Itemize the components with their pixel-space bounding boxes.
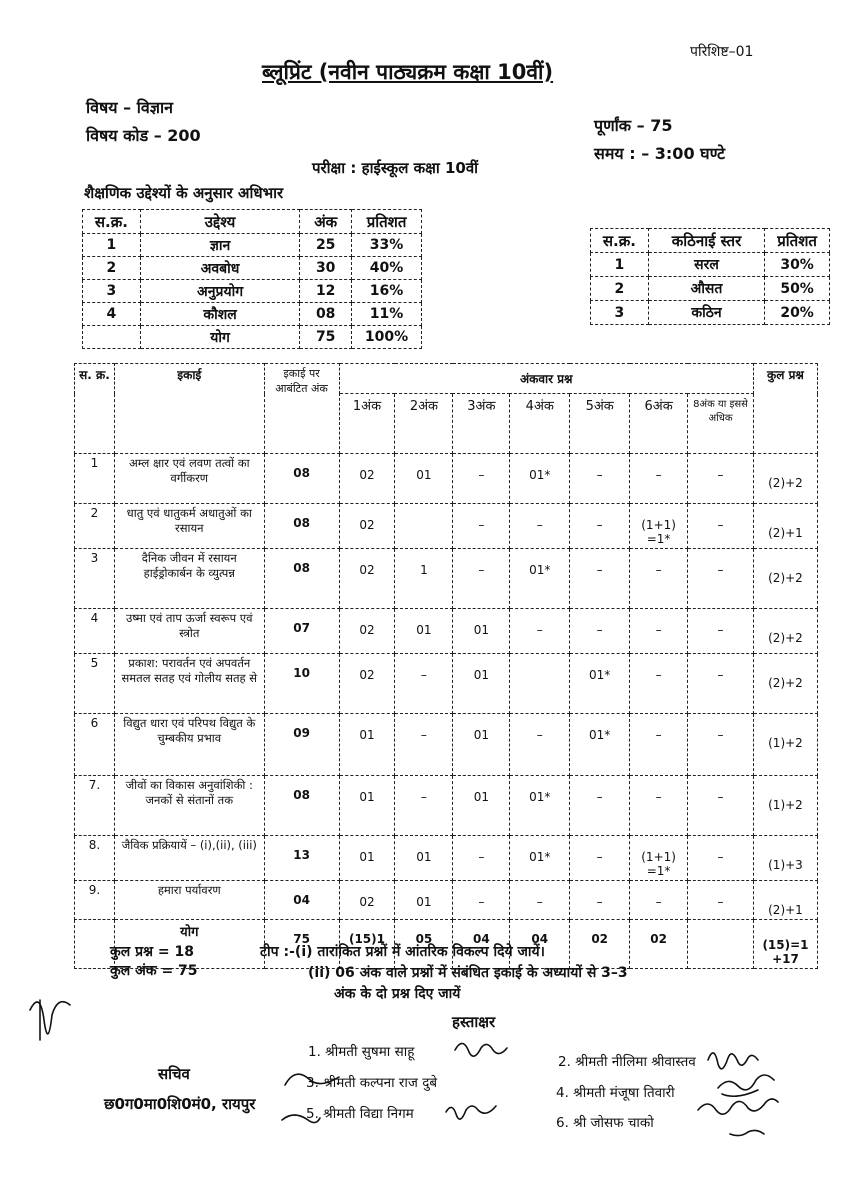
marks-cell-6: (1+1) =1* [630,504,688,549]
header-unit: इकाई [114,364,264,454]
marks-cell-5: – [570,504,630,549]
marks-cell-6: – [630,609,688,654]
marks-cell-1: 01 [339,714,395,776]
unit-sno: 3 [75,549,115,609]
marks-cell-6: – [630,454,688,504]
unit-total-questions: (2)+2 [753,549,817,609]
signatory-1: 1. श्रीमती सुषमा साहू [308,1044,415,1060]
unit-total-questions: (2)+1 [753,881,817,920]
marks-cell-2: 01 [395,881,453,920]
marks-cell-3: – [453,454,510,504]
unit-name: धातु एवं धातुकर्म अधातुओं का रसायन [114,504,264,549]
marks-cell-3: – [453,504,510,549]
marks-cell-3: – [453,836,510,881]
objectives-cell: 25 [300,234,352,257]
annex-label: परिशिष्ट–01 [690,44,754,60]
marks-cell-5: 01* [570,654,630,714]
marks-cell-3: – [453,881,510,920]
header-total-questions: कुल प्रश्न [753,364,817,454]
note-1: टीप :-(i) तारांकित प्रश्नों में आंतरिक विकल्प दिये जायें। [260,944,545,960]
objectives-header: स.क्र. [83,210,141,234]
difficulty-cell: सरल [648,253,764,277]
marks-cell-3: 01 [453,654,510,714]
marks-cell-1: 02 [339,881,395,920]
marks-cell-1: 02 [339,504,395,549]
objectives-cell: 100% [352,326,422,349]
subject-label: विषय – विज्ञान [86,98,174,117]
signatures-heading: हस्ताक्षर [452,1013,496,1031]
unit-sno: 2 [75,504,115,549]
unit-allocated-marks: 04 [264,881,339,920]
unit-allocated-marks: 09 [264,714,339,776]
objectives-cell: 2 [83,257,141,280]
marks-cell-6: – [630,776,688,836]
objectives-header: अंक [300,210,352,234]
marks-cell-7: – [688,454,754,504]
marks-cell-1: 02 [339,549,395,609]
signatory-4: 4. श्रीमती मंजूषा तिवारी [556,1085,675,1101]
marks-cell-2: 01 [395,836,453,881]
objectives-cell: 16% [352,280,422,303]
unit-allocated-marks: 10 [264,654,339,714]
objectives-header: प्रतिशत [352,210,422,234]
marks-cell-4: 01* [510,776,570,836]
marks-cell-5: – [570,609,630,654]
marks-cell-1: 01 [339,836,395,881]
total-marks-4: 04 [510,920,570,969]
marks-cell-4: 01* [510,454,570,504]
difficulty-cell: 50% [765,277,830,301]
marks-cell-3: 01 [453,714,510,776]
unit-sno: 8. [75,836,115,881]
header-marks-1: 1अंक [339,394,395,454]
objectives-cell: कौशल [140,303,299,326]
unit-total-questions: (1)+2 [753,714,817,776]
header-marks-6: 6अंक [630,394,688,454]
unit-allocated-marks: 13 [264,836,339,881]
marks-cell-3: 01 [453,609,510,654]
unit-allocated-marks: 08 [264,454,339,504]
signatory-6: 6. श्री जोसफ चाको [556,1115,654,1131]
objectives-cell: अवबोध [140,257,299,280]
marks-cell-6: – [630,881,688,920]
marks-cell-4: – [510,881,570,920]
header-marks-7: 8अंक या इससे अधिक [688,394,754,454]
subject-code-label: विषय कोड – 200 [86,126,201,145]
difficulty-header: स.क्र. [591,229,649,253]
marks-cell-7: – [688,549,754,609]
marks-cell-5: – [570,776,630,836]
unit-total-questions: (1)+2 [753,776,817,836]
objectives-cell: 3 [83,280,141,303]
total-questions-summary: कुल प्रश्न = 18 [110,944,194,960]
objectives-cell: अनुप्रयोग [140,280,299,303]
marks-cell-5: 01* [570,714,630,776]
total-marks-1: (15)1 [339,920,395,969]
note-3: अंक के दो प्रश्न दिए जायें [334,986,461,1002]
secretary-org: छ0ग0मा0शि0मं0, रायपुर [104,1095,256,1113]
unit-name: विद्युत धारा एवं परिपथ विद्युत के चुम्बकीय प्रभाव [114,714,264,776]
page-title: ब्लूप्रिंट (नवीन पाठ्यक्रम कक्षा 10वीं) [262,60,554,84]
marks-cell-4: – [510,714,570,776]
total-marks-6: 02 [630,920,688,969]
header-marks-5: 5अंक [570,394,630,454]
marks-cell-4: – [510,504,570,549]
marks-cell-2: – [395,654,453,714]
marks-cell-7: – [688,776,754,836]
objectives-cell: 40% [352,257,422,280]
signatory-2: 2. श्रीमती नीलिमा श्रीवास्तव [558,1054,696,1070]
unit-allocated-marks: 07 [264,609,339,654]
objectives-cell: 4 [83,303,141,326]
unit-total-questions: (1)+3 [753,836,817,881]
marks-cell-4: – [510,609,570,654]
unit-total-questions: (2)+2 [753,609,817,654]
marks-cell-5: – [570,836,630,881]
unit-sno: 4 [75,609,115,654]
unit-sno: 5 [75,654,115,714]
marks-cell-6: – [630,714,688,776]
total-marks-5: 02 [570,920,630,969]
marks-cell-7: – [688,881,754,920]
difficulty-cell: 3 [591,301,649,325]
header-marks-2: 2अंक [395,394,453,454]
difficulty-cell: 2 [591,277,649,301]
marks-cell-1: 01 [339,776,395,836]
secretary-title: सचिव [158,1065,190,1083]
total-label: योग [114,920,264,969]
marks-cell-6: (1+1) =1* [630,836,688,881]
marks-cell-2: 01 [395,454,453,504]
header-sno: स. क्र. [75,364,115,454]
objectives-cell: 11% [352,303,422,326]
objectives-cell: 33% [352,234,422,257]
marks-cell-2: – [395,714,453,776]
objectives-cell: 75 [300,326,352,349]
marks-cell-5: – [570,881,630,920]
time-label: समय : – 3:00 घण्टे [594,144,726,163]
unit-name: जैविक प्रक्रियायें – (i),(ii), (iii) [114,836,264,881]
difficulty-cell: औसत [648,277,764,301]
objectives-heading: शैक्षणिक उद्देश्यों के अनुसार अधिभार [84,184,284,202]
unit-name: प्रकाश: परावर्तन एवं अपवर्तन समतल सतह एवं गोलीय सतह से [114,654,264,714]
unit-sno: 7. [75,776,115,836]
marks-cell-1: 02 [339,454,395,504]
marks-cell-7: – [688,504,754,549]
marks-cell-1: 02 [339,609,395,654]
objectives-cell: योग [140,326,299,349]
unit-name: अम्ल क्षार एवं लवण तत्वों का वर्गीकरण [114,454,264,504]
marks-cell-7: – [688,836,754,881]
unit-name: हमारा पर्यावरण [114,881,264,920]
unit-sno: 6 [75,714,115,776]
objectives-header: उद्देश्य [140,210,299,234]
marks-cell-4: 01* [510,549,570,609]
objectives-cell: 12 [300,280,352,303]
unit-allocated-marks: 08 [264,776,339,836]
total-marks-2: 05 [395,920,453,969]
marks-cell-7: – [688,609,754,654]
total-allocated-marks: 75 [264,920,339,969]
total-marks-summary: कुल अंक = 75 [110,963,198,979]
total-marks-3: 04 [453,920,510,969]
header-marks-4: 4अंक [510,394,570,454]
difficulty-header: प्रतिशत [765,229,830,253]
marks-cell-2: 01 [395,609,453,654]
header-allocated-marks: इकाई पर आबंटित अंक [264,364,339,454]
difficulty-cell: 20% [765,301,830,325]
difficulty-header: कठिनाई स्तर [648,229,764,253]
marks-cell-2: – [395,776,453,836]
marks-cell-2: 1 [395,549,453,609]
header-marks-3: 3अंक [453,394,510,454]
objectives-cell: 1 [83,234,141,257]
unit-allocated-marks: 08 [264,549,339,609]
marks-cell-6: – [630,549,688,609]
unit-total-questions: (2)+1 [753,504,817,549]
objectives-cell: 30 [300,257,352,280]
header-markwise-questions: अंकवार प्रश्न [339,364,753,394]
total-questions-cell: (15)=1 +17 [753,920,817,969]
marks-cell-4: 01* [510,836,570,881]
note-2: (ii) 06 अंक वाले प्रश्नों में संबंधित इकाई के अध्यायों से 3–3 [308,965,628,981]
difficulty-cell: कठिन [648,301,764,325]
marks-cell-5: – [570,549,630,609]
marks-cell-5: – [570,454,630,504]
unit-name: जीवों का विकास अनुवांशिकी : जनकों से संतानों तक [114,776,264,836]
exam-label: परीक्षा : हाईस्कूल कक्षा 10वीं [312,159,479,177]
unit-allocated-marks: 08 [264,504,339,549]
unit-sno: 9. [75,881,115,920]
marks-cell-1: 02 [339,654,395,714]
marks-cell-3: – [453,549,510,609]
signatory-5: 5. श्रीमती विद्या निगम [306,1106,414,1122]
difficulty-cell: 30% [765,253,830,277]
unit-total-questions: (2)+2 [753,654,817,714]
marks-cell-7: – [688,654,754,714]
marks-cell-7: – [688,714,754,776]
objectives-cell: 08 [300,303,352,326]
unit-total-questions: (2)+2 [753,454,817,504]
signatory-3: 3. श्रीमती कल्पना राज दुबे [306,1075,438,1091]
marks-cell-3: 01 [453,776,510,836]
unit-sno: 1 [75,454,115,504]
marks-cell-6: – [630,654,688,714]
difficulty-cell: 1 [591,253,649,277]
full-marks-label: पूर्णांक – 75 [594,116,673,135]
unit-name: उष्मा एवं ताप ऊर्जा स्वरूप एवं स्त्रोत [114,609,264,654]
unit-name: दैनिक जीवन में रसायन हाईड्रोकार्बन के व्युत्पन्न [114,549,264,609]
objectives-cell: ज्ञान [140,234,299,257]
